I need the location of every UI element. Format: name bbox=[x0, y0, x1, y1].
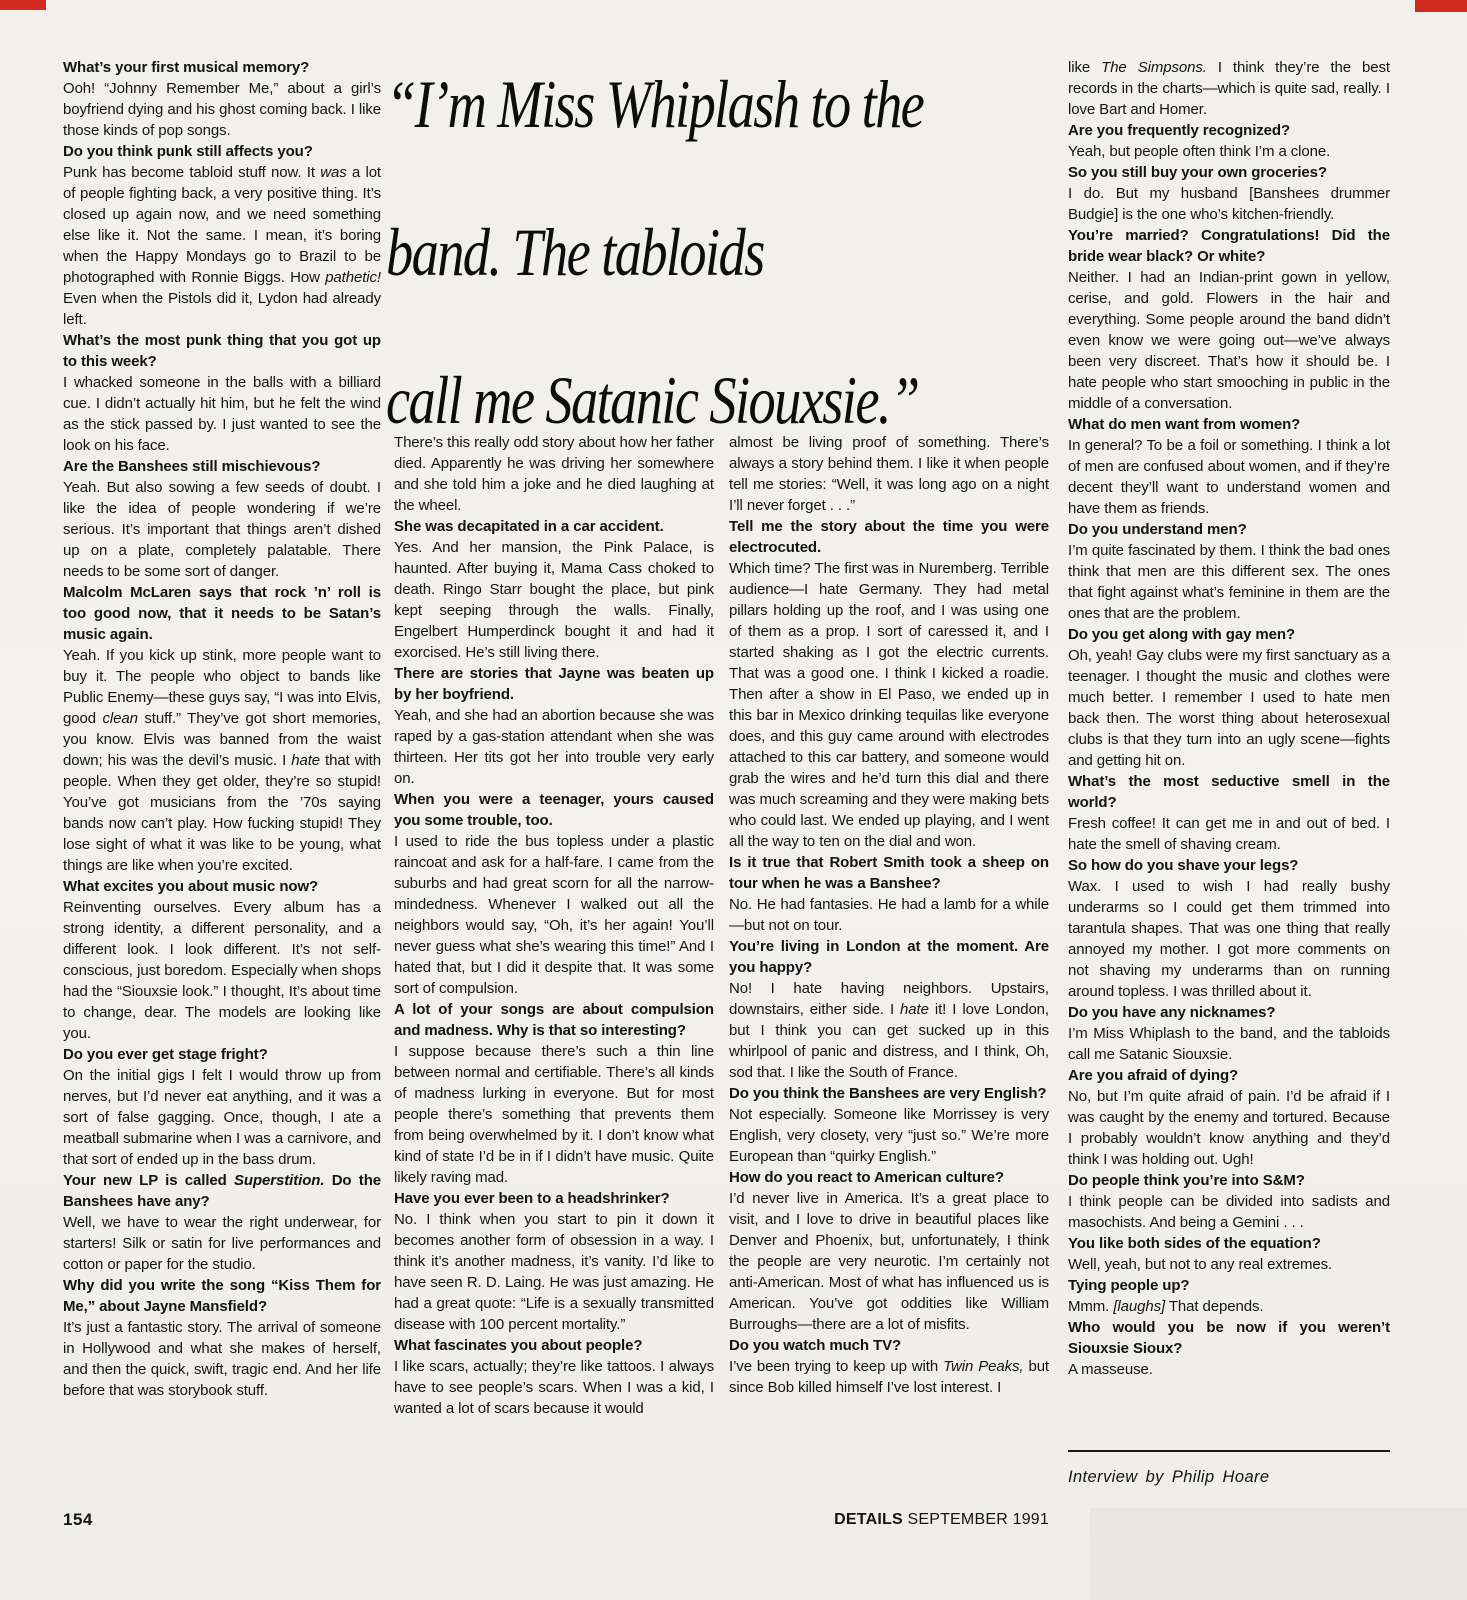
interview-answer: Yeah. But also sowing a few seeds of doubt. I like the idea of people wondering if we’re serious. It’s important that things aren’t dished up on a plate, completely palatable. There needs to be some sort of danger. bbox=[63, 479, 381, 580]
interview-question: What’s the most seductive smell in the world? bbox=[1068, 773, 1390, 811]
interview-answer: I’ve been trying to keep up with Twin Peaks, but since Bob killed himself I’ve lost interest. I bbox=[729, 1358, 1050, 1396]
text-column-3 bbox=[729, 432, 1049, 1398]
interview-answer: Ooh! “Johnny Remember Me,” about a girl’s boyfriend dying and his ghost coming back. I like those kinds of pop songs. bbox=[63, 80, 381, 139]
interview-answer: Which time? The first was in Nuremberg. Terrible audience—I hate Germany. They had metal pillars holding up the roof, and I was using one of them as a prop. I sort of caressed it, and I started shaking as I got the electric currents. That was a good one. I think I kicked a roadie. Then after a show in El Paso, we ended up in this bar in Mexico drinking tequilas like everyone does, and this guy came around with electrodes attached to this car battery, and someone would grab the wires and he’d turn this dial and there was much screaming and they were making bets who could last. We ended up playing, and I went all the way to ten on the dial and won. bbox=[729, 560, 1049, 850]
interview-question: Do you think punk still affects you? bbox=[63, 143, 313, 160]
interview-question: Tying people up? bbox=[1068, 1277, 1190, 1294]
interview-question: Do people think you’re into S&M? bbox=[1068, 1172, 1305, 1189]
interview-question: Who would you be now if you weren’t Siouxsie Sioux? bbox=[1068, 1319, 1390, 1357]
interview-answer: I suppose because there’s such a thin line between normal and certifiable. There’s all kinds of madness lurking in everyone. But for most people there’s something that prevents them from being overwhelmed by it. I don’t know what kind of state I’d be in if I didn’t have music. Quite likely raving mad. bbox=[394, 1043, 714, 1186]
interview-answer: I do. But my husband [Banshees drummer Budgie] is the one who’s kitchen-friendly. bbox=[1068, 185, 1390, 223]
interview-question: So you still buy your own groceries? bbox=[1068, 164, 1327, 181]
interview-answer: Punk has become tabloid stuff now. It was a lot of people fighting back, a very positive thing. It’s closed up again now, and we need something else like it. Not the same. I mean, it’s boring when the Happy Mondays go to Brazil to be photographed with Ronnie Biggs. How pathetic! Even when the Pistols did it, Lydon had already left. bbox=[63, 164, 381, 328]
interview-answer: It’s just a fantastic story. The arrival of someone in Hollywood and what she makes of herself, and then the quick, swift, tragic end. And her life before that was storybook stuff. bbox=[63, 1319, 381, 1399]
interview-question: What’s your first musical memory? bbox=[63, 59, 310, 76]
interview-answer: Not especially. Someone like Morrissey is very English, very closety, very “just so.” We’re more European than “quirky English.” bbox=[729, 1106, 1049, 1165]
text-column-2 bbox=[394, 432, 714, 1419]
byline: Interview by Philip Hoare bbox=[1068, 1468, 1270, 1486]
interview-answer: I whacked someone in the balls with a billiard cue. I didn’t actually hit him, but he felt the wind as the stick passed by. I just wanted to see the look on his face. bbox=[63, 374, 381, 454]
interview-question: Do you have any nicknames? bbox=[1068, 1004, 1276, 1021]
page-number: 154 bbox=[63, 1510, 93, 1529]
interview-question: Is it true that Robert Smith took a sheep on tour when he was a Banshee? bbox=[729, 854, 1049, 892]
interview-answer: I like scars, actually; they’re like tattoos. I always have to see people’s scars. When I was a kid, I wanted a lot of scars because it would bbox=[394, 1358, 714, 1417]
interview-answer: No, but I’m quite afraid of pain. I’d be afraid if I was caught by the enemy and tortured. Because I probably wouldn’t know anything and they’d think I was holding out. Ugh! bbox=[1068, 1088, 1390, 1168]
interview-answer: Wax. I used to wish I had really bushy underarms so I could get them trimmed into tarantula shapes. That was one thing that really annoyed my mother. I got more comments on not shaving my underarms than on running around topless. I was thrilled about it. bbox=[1068, 878, 1390, 1000]
interview-question: So how do you shave your legs? bbox=[1068, 857, 1299, 874]
pull-quote-line: “I’m Miss Whiplash to the bbox=[386, 66, 924, 142]
interview-question: Are the Banshees still mischievous? bbox=[63, 458, 321, 475]
interview-answer: On the initial gigs I felt I would throw up from nerves, but I’d never eat anything, and it was a sort of false gagging. Once, though, I ate a meatball submarine when I was a carnivore, and that sort of ended up in the bass drum. bbox=[63, 1067, 381, 1168]
pull-quote bbox=[386, 30, 1066, 438]
interview-question: Have you ever been to a headshrinker? bbox=[394, 1190, 670, 1207]
interview-question: A lot of your songs are about compulsion and madness. Why is that so interesting? bbox=[394, 1001, 714, 1039]
interview-question: You like both sides of the equation? bbox=[1068, 1235, 1321, 1252]
interview-answer: I think people can be divided into sadists and masochists. And being a Gemini . . . bbox=[1068, 1193, 1390, 1231]
byline-rule bbox=[1068, 1450, 1390, 1452]
interview-answer: Yes. And her mansion, the Pink Palace, is haunted. After buying it, Mama Cass choked to death. Ringo Starr bought the place, but pink kept seeping through the walls. Finally, Engelbert Humperdinck bought it and had it exorcised. He’s still living there. bbox=[394, 539, 714, 661]
interview-answer: Yeah. If you kick up stink, more people want to buy it. The people who object to bands like Public Enemy—these guys say, “I was into Elvis, good clean stuff.” They’ve got short memories, you know. Elvis was banned from the waist down; his was the devil’s music. I hate that with people. When they get older, they’re so stupid! You’ve got musicians from the ’70s saying bands now can’t play. How fucking stupid! They lose sight of what it was like to be young, what things are like when you’re excited. bbox=[63, 647, 381, 874]
interview-question: Tell me the story about the time you were electrocuted. bbox=[729, 518, 1049, 556]
interview-answer: There’s this really odd story about how her father died. Apparently he was driving her somewhere and she told him a joke and he died laughing at the wheel. bbox=[394, 434, 714, 514]
issue-date: SEPTEMBER 1991 bbox=[902, 1511, 1049, 1528]
interview-question: Do you watch much TV? bbox=[729, 1337, 902, 1354]
interview-answer: Well, yeah, but not to any real extremes. bbox=[1068, 1256, 1333, 1273]
pull-quote-line: call me Satanic Siouxsie.” bbox=[386, 362, 919, 438]
interview-answer: Neither. I had an Indian-print gown in yellow, cerise, and gold. Flowers in the hair and everything. Some people around the band didn’t even know we were going out—we’ve always been very discreet. That’s how it should be. I hate people who start smooching in public in the middle of a conversation. bbox=[1068, 269, 1390, 412]
interview-question: How do you react to American culture? bbox=[729, 1169, 1004, 1186]
interview-answer: I used to ride the bus topless under a plastic raincoat and ask for a half-fare. I came from the suburbs and had great scorn for all the narrow-mindedness. Whenever I walked out all the neighbors would say, “Oh, it’s her again! You’ll never guess what she’s wearing this time!” And I hated that, but I did it despite that. It was some sort of compulsion. bbox=[394, 833, 714, 997]
interview-answer: Mmm. [laughs] That depends. bbox=[1068, 1298, 1264, 1315]
interview-question: Why did you write the song “Kiss Them for Me,” about Jayne Mansfield? bbox=[63, 1277, 381, 1315]
interview-answer: Reinventing ourselves. Every album has a strong identity, a different personality, and a different look. I look different. It’s not self-conscious, just boredom. Especially when shops had the “Siouxsie look.” I thought, It’s about time to change, dear. The models are looking like you. bbox=[63, 899, 381, 1042]
interview-question: You’re living in London at the moment. Are you happy? bbox=[729, 938, 1049, 976]
interview-answer: Fresh coffee! It can get me in and out of bed. I hate the smell of shaving cream. bbox=[1068, 815, 1390, 853]
interview-question: Do you get along with gay men? bbox=[1068, 626, 1296, 643]
interview-answer: A masseuse. bbox=[1068, 1361, 1153, 1378]
interview-answer: almost be living proof of something. There’s always a story behind them. I like it when people tell me stories: “Well, it was long ago on a night I’ll never forget . . .” bbox=[729, 434, 1049, 514]
magazine-footer bbox=[729, 1511, 1049, 1529]
interview-answer: Yeah, but people often think I’m a clone. bbox=[1068, 143, 1331, 160]
interview-answer: Well, we have to wear the right underwear, for starters! Silk or satin for live performances and cotton or paper for the studio. bbox=[63, 1214, 381, 1273]
text-column-1 bbox=[63, 57, 381, 1401]
interview-question: What’s the most punk thing that you got up to this week? bbox=[63, 332, 381, 370]
interview-answer: I’m Miss Whiplash to the band, and the tabloids call me Satanic Siouxsie. bbox=[1068, 1025, 1390, 1063]
pull-quote-line: band. The tabloids bbox=[386, 214, 764, 290]
red-edge-mark-top-right bbox=[1415, 0, 1467, 12]
interview-answer: No. He had fantasies. He had a lamb for a while—but not on tour. bbox=[729, 896, 1049, 934]
interview-question: Do you think the Banshees are very English? bbox=[729, 1085, 1047, 1102]
interview-answer: I’d never live in America. It’s a great place to visit, and I love to drive in beautiful places like Denver and Phoenix, but, unfortunately, I think the people are very neurotic. I’m certainly not anti-American. Most of what has influenced us is American. You’ve got oddities like William Burroughs—there are a lot of misfits. bbox=[729, 1190, 1049, 1333]
interview-question: When you were a teenager, yours caused you some trouble, too. bbox=[394, 791, 714, 829]
interview-question: Do you understand men? bbox=[1068, 521, 1247, 538]
interview-question: Do you ever get stage fright? bbox=[63, 1046, 268, 1063]
interview-answer: like The Simpsons. I think they’re the best records in the charts—which is quite sad, really. I love Bart and Homer. bbox=[1068, 59, 1390, 118]
interview-answer: No. I think when you start to pin it down it becomes another form of obsession in a way. I think it’s another madness, it’s vanity. I’d like to have seen R. D. Laing. He was just amazing. He had a great quote: “Life is a sexually transmitted disease with 100 percent mortality.” bbox=[394, 1211, 714, 1333]
interview-question: What do men want from women? bbox=[1068, 416, 1301, 433]
interview-answer: In general? To be a foil or something. I think a lot of men are confused about women, and if they’re decent they’ll want to understand women and have them as friends. bbox=[1068, 437, 1390, 517]
interview-question: What excites you about music now? bbox=[63, 878, 319, 895]
interview-question: You’re married? Congratulations! Did the bride wear black? Or white? bbox=[1068, 227, 1390, 265]
interview-question: Are you afraid of dying? bbox=[1068, 1067, 1239, 1084]
magazine-name: DETAILS bbox=[834, 1511, 903, 1528]
interview-answer: I’m quite fascinated by them. I think the bad ones think that men are this different sex. The ones that fight against what’s feminine in them are the ones that are the problem. bbox=[1068, 542, 1390, 622]
interview-answer: Oh, yeah! Gay clubs were my first sanctuary as a teenager. I thought the music and clothes were much better. I remember I used to hate men back then. The worst thing about heterosexual clubs is that they turn into an ugly scene—fights and getting hit on. bbox=[1068, 647, 1390, 769]
red-edge-mark-top-left bbox=[0, 0, 46, 10]
interview-answer: No! I hate having neighbors. Upstairs, downstairs, either side. I hate it! I love London, but I think you can get sucked up in this whirlpool of panic and distress, and I think, Oh, sod that. I like the South of France. bbox=[729, 980, 1049, 1081]
interview-question: What fascinates you about people? bbox=[394, 1337, 643, 1354]
byline-block bbox=[1068, 1450, 1390, 1487]
text-column-4 bbox=[1068, 57, 1390, 1380]
interview-answer: Yeah, and she had an abortion because she was raped by a gas-station attendant when she was thirteen. Her tits got her into trouble very early on. bbox=[394, 707, 714, 787]
interview-question: There are stories that Jayne was beaten up by her boyfriend. bbox=[394, 665, 714, 703]
interview-question: Your new LP is called Superstition. Do the Banshees have any? bbox=[63, 1172, 382, 1210]
interview-question: She was decapitated in a car accident. bbox=[394, 518, 664, 535]
scan-shadow-corner bbox=[1090, 1508, 1467, 1600]
interview-question: Malcolm McLaren says that rock ’n’ roll is too good now, that it needs to be Satan’s music again. bbox=[63, 584, 381, 643]
interview-question: Are you frequently recognized? bbox=[1068, 122, 1291, 139]
